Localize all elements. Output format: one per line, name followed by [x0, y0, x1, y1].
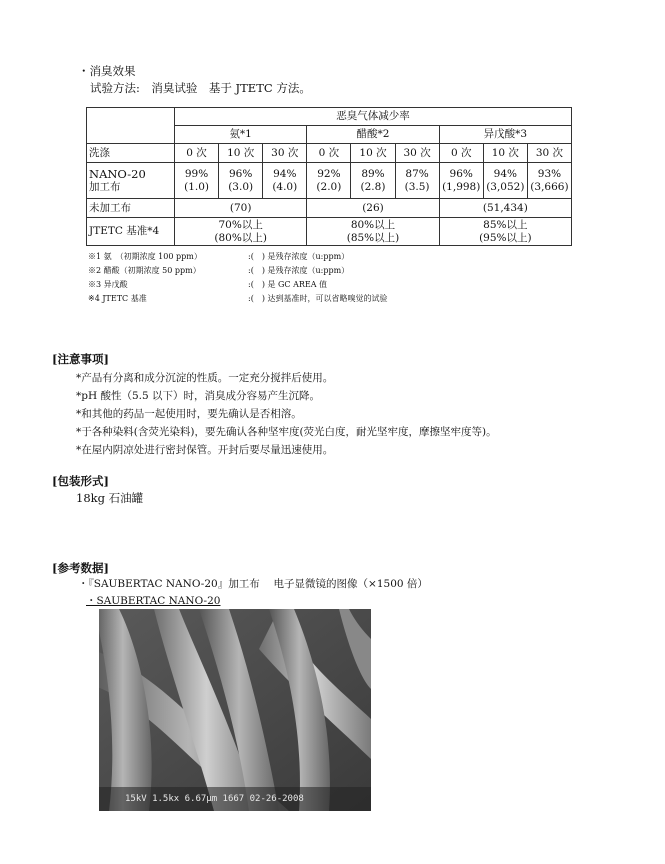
caution-item: *和其他的药品一起使用时，要先确认是否相溶。	[76, 408, 302, 420]
wash-count: 30 次	[395, 144, 439, 163]
untreated-value: (51,434)	[439, 199, 571, 218]
nano-label-1: NANO-20	[89, 166, 146, 181]
table-corner	[87, 108, 175, 144]
wash-count: 0 次	[175, 144, 219, 163]
wash-count: 0 次	[439, 144, 483, 163]
caution-item: *产品有分离和成分沉淀的性质。一定充分搅拌后使用。	[76, 372, 334, 384]
nano-cell: 87% (3.5)	[395, 163, 439, 199]
effect-title-line	[78, 63, 136, 79]
standard-value: 85%以上 (95%以上)	[439, 218, 571, 246]
sem-image	[99, 609, 371, 811]
untreated-value: (26)	[307, 199, 439, 218]
wash-count: 0 次	[307, 144, 351, 163]
caution-title: [注意事项]	[52, 352, 109, 366]
gas-header: 异戊酸*3	[439, 126, 571, 144]
wash-count: 30 次	[263, 144, 307, 163]
nano-cell: 99% (1.0)	[175, 163, 219, 199]
wash-count: 10 次	[483, 144, 527, 163]
nano-cell: 96% (1,998)	[439, 163, 483, 199]
reference-item: 『SAUBERTAC NANO-20』加工布 电子显微镜的图像（×1500 倍）	[88, 578, 428, 590]
wash-count: 10 次	[351, 144, 395, 163]
nano-cell: 96% (3.0)	[219, 163, 263, 199]
bullet: ・	[78, 578, 89, 590]
caution-item: *在屋内阴凉处进行密封保管。开封后要尽量迅速使用。	[76, 444, 334, 456]
nano-cell: 93% (3,666)	[527, 163, 571, 199]
nano-cell: 89% (2.8)	[351, 163, 395, 199]
untreated-value: (70)	[175, 199, 307, 218]
standard-label: JTETC 基准*4	[87, 218, 175, 246]
wash-label: 洗涤	[87, 144, 175, 163]
nano-cell: 92% (2.0)	[307, 163, 351, 199]
wash-count: 30 次	[527, 144, 571, 163]
wash-count: 10 次	[219, 144, 263, 163]
untreated-label: 未加工布	[87, 199, 175, 218]
caution-item: *pH 酸性（5.5 以下）时，消臭成分容易产生沉降。	[76, 390, 321, 402]
sem-caption: 15kV 1.5kx 6.67μm 1667 02-26-2008	[125, 794, 304, 804]
deodorant-table	[86, 107, 572, 246]
caution-list	[76, 369, 497, 459]
bullet: ・	[78, 64, 90, 78]
reference-title: [参考数据]	[52, 561, 109, 575]
nano-cell: 94% (3,052)	[483, 163, 527, 199]
header-main: 恶臭气体减少率	[175, 108, 572, 126]
nano-label	[87, 163, 175, 199]
standard-value: 80%以上 (85%以上)	[307, 218, 439, 246]
standard-value: 70%以上 (80%以上)	[175, 218, 307, 246]
effect-title: 消臭效果	[89, 64, 136, 78]
sem-fibers-graphic	[99, 609, 371, 811]
reference-item-line	[78, 576, 428, 591]
test-method: 试验方法: 消臭试验 基于 JTETC 方法。	[90, 81, 311, 95]
package-text: 18kg 石油罐	[76, 491, 144, 505]
nano-label-2: 加工布	[89, 180, 121, 193]
reference-subtitle: ・SAUBERTAC NANO-20	[86, 595, 221, 607]
caution-item: *于各种染料(含荧光染料)，要先确认各种坚牢度(荧光白度，耐光坚牢度，摩擦坚牢度等)。	[76, 426, 497, 438]
package-title: [包装形式]	[52, 474, 109, 488]
gas-header: 氨*1	[175, 126, 307, 144]
gas-header: 醋酸*2	[307, 126, 439, 144]
nano-cell: 94% (4.0)	[263, 163, 307, 199]
